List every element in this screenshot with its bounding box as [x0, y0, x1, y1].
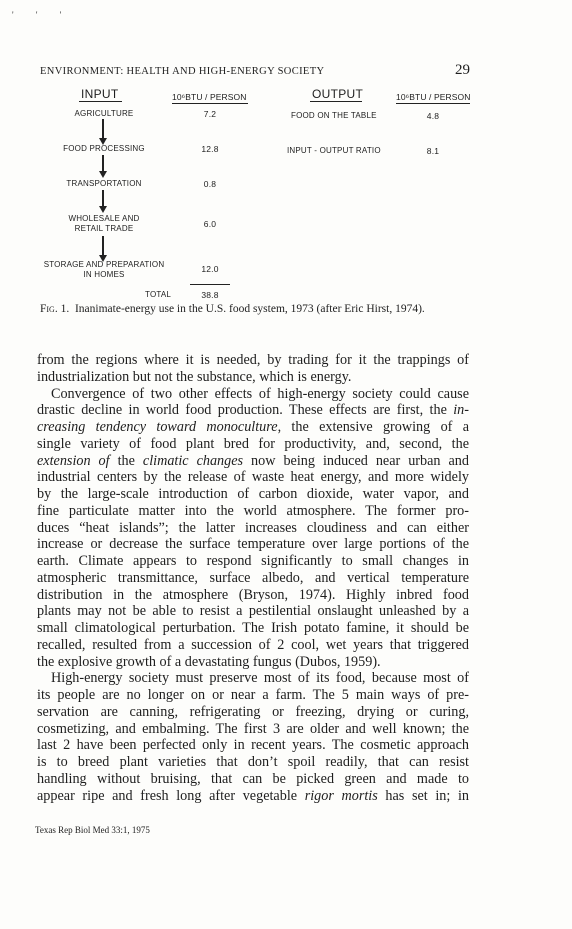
- text-line: its people are no longer on or near a farm. The 5 main ways of pre-: [37, 687, 469, 703]
- body-text: [37, 352, 469, 804]
- step-storage-preparation: STORAGE AND PREPARATION IN HOMES: [43, 260, 165, 279]
- text-line: is to breed plant varieties that don’t spoil readily, that can resist: [37, 754, 469, 770]
- caption-text: Inanimate-energy use in the U.S. food system, 1973 (after Eric Hirst, 1974).: [74, 303, 425, 315]
- text-line: by the large-scale introduction of carbon dioxide, water vapor, and: [37, 486, 469, 502]
- output-value-food-on-table: 4.8: [426, 111, 440, 121]
- text-line: increase or decrease the surface temperature over large portions of the: [37, 536, 469, 553]
- caption-label: Fig. 1.: [40, 303, 70, 315]
- text-line: drastic decline in world food production. These effects are first, the in-: [37, 402, 469, 419]
- input-unit-underline: [172, 103, 248, 104]
- text-line: creasing tendency toward monoculture, the extensive growing of a: [37, 419, 469, 435]
- text-line: the explosive growth of a devastating fungus (Dubos, 1959).: [37, 653, 381, 670]
- corner-marks: ' ' ': [12, 10, 72, 20]
- text-line: last 2 have been perfected only in recent years. The cosmetic approach: [37, 737, 469, 754]
- page-number: 29: [455, 62, 470, 78]
- step-food-processing: FOOD PROCESSING: [63, 144, 145, 153]
- output-title-underline: [310, 101, 362, 102]
- text-line: High-energy society must preserve most of its food, because most of: [51, 670, 469, 687]
- text-line: servation are canning, refrigerating or freezing, drying or curing,: [37, 703, 469, 720]
- text-line: distribution in the atmosphere (Bryson, 1974). Highly inbred food: [37, 586, 469, 603]
- output-unit: 10⁶BTU / PERSON: [396, 92, 471, 102]
- text-line: industrial centers by the release of waste heat energy, and more widely: [37, 469, 469, 486]
- total-label: TOTAL: [145, 290, 172, 299]
- text-line: plants may not be able to resist a pestilential onslaught unleashed by a: [37, 603, 469, 620]
- output-ratio: INPUT - OUTPUT RATIO: [287, 146, 381, 155]
- output-title: OUTPUT: [312, 87, 364, 101]
- step-value-food-processing: 12.8: [201, 144, 219, 154]
- output-unit-underline: [396, 103, 470, 104]
- step-value-wholesale-retail: 6.0: [203, 219, 217, 229]
- total-rule: [190, 284, 230, 285]
- text-line: extension of the climatic changes now being induced near urban and: [37, 452, 469, 469]
- step-agriculture: AGRICULTURE: [74, 109, 134, 118]
- running-head: ENVIRONMENT: HEALTH AND HIGH-ENERGY SOCIETY: [40, 66, 325, 77]
- input-unit: 10⁶BTU / PERSON: [172, 92, 247, 102]
- input-title: INPUT: [81, 87, 119, 101]
- output-food-on-table: FOOD ON THE TABLE: [291, 111, 377, 120]
- text-line: from the regions where it is needed, by trading for it the trappings of: [37, 352, 469, 368]
- output-value-ratio: 8.1: [426, 146, 440, 156]
- text-line: small climatological perturbation. The Irish potato famine, it should be: [37, 620, 469, 636]
- text-line: Convergence of two other effects of high-energy society could cause: [51, 385, 469, 402]
- text-line: recalled, resulted from a succession of 2 cool, wet years that triggered: [37, 636, 469, 653]
- text-line: cosmetizing, and embalming. The first 3 are older and well known; the: [37, 720, 469, 737]
- text-line: fine particulate matter into the world atmosphere. The former pro-: [37, 502, 469, 519]
- text-line: single variety of food plant bred for productivity, and, second, the: [37, 435, 469, 452]
- step-value-agriculture: 7.2: [203, 109, 217, 119]
- text-line: appear ripe and fresh long after vegetable rigor mortis has set in; in: [37, 787, 469, 804]
- figure-caption: [40, 302, 470, 317]
- text-line: duces “heat islands”; the latter increases cloudiness and can either: [37, 519, 469, 536]
- step-wholesale-retail: WHOLESALE AND RETAIL TRADE: [68, 214, 140, 233]
- step-transportation: TRANSPORTATION: [66, 179, 142, 188]
- text-line: atmospheric transmittance, surface albedo, and vertical temperature: [37, 569, 469, 586]
- step-value-storage-preparation: 12.0: [201, 264, 219, 274]
- text-line: earth. Climate appears to respond significantly to small changes in: [37, 553, 469, 569]
- step-value-transportation: 0.8: [203, 179, 217, 189]
- text-line: industrialization but not the substance, which is energy.: [37, 368, 352, 385]
- text-line: handling without bruising, that can be picked green and made to: [37, 770, 469, 787]
- input-title-underline: [79, 101, 122, 102]
- total-value: 38.8: [201, 290, 219, 300]
- journal-footer: Texas Rep Biol Med 33:1, 1975: [35, 825, 150, 835]
